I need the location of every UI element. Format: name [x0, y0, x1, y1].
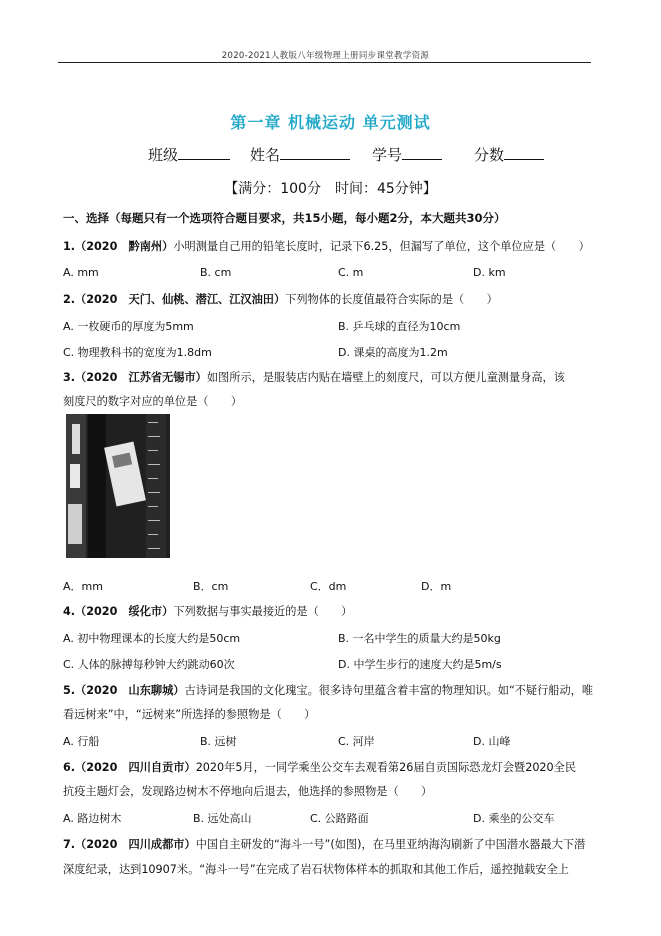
q6-option-d: D. 乘坐的公交车 — [473, 812, 555, 825]
question-7-continued: 深度纪录，达到10907米。“海斗一号”在完成了岩石状物体样本的抓取和其他工作后，遥控抛载安全上 — [63, 863, 569, 876]
question-text: 下列物体的长度值最符合实际的是（ ） — [285, 293, 498, 306]
question-7 — [63, 836, 585, 852]
q6-option-c: C. 公路路面 — [310, 812, 369, 825]
q1-option-d: D. km — [473, 266, 506, 279]
name-field — [250, 144, 350, 165]
q4-option-b: B. 一名中学生的质量大约是50kg — [338, 632, 501, 645]
q2-option-c: C. 物理教科书的宽度为1.8dm — [63, 346, 212, 359]
question-text: 下列数据与事实最接近的是（ ） — [173, 605, 353, 618]
student-id-field — [372, 144, 442, 165]
ruler-photo — [66, 414, 170, 558]
q6-option-b: B. 远处高山 — [193, 812, 252, 825]
q5-option-b: B. 远树 — [200, 735, 237, 748]
question-number: 7. — [63, 838, 76, 851]
question-number: 4. — [63, 605, 76, 618]
section-heading: 一、选择（每题只有一个选项符合题目要求，共15小题，每小题2分，本大题共30分） — [63, 211, 506, 225]
question-source: （2020 黔南州） — [75, 240, 174, 253]
question-text: 如图所示，是服装店内贴在墙壁上的刻度尺，可以方便儿童测量身高，该 — [206, 371, 565, 384]
q4-option-c: C. 人体的脉搏每秒钟大约跳动60次 — [63, 658, 235, 671]
question-source: （2020 四川成都市） — [75, 838, 196, 851]
score-field — [474, 144, 544, 165]
q4-option-d: D. 中学生步行的速度大约是5m/s — [338, 658, 502, 671]
q5-option-a: A. 行船 — [63, 735, 100, 748]
question-6 — [63, 759, 576, 775]
q5-option-c: C. 河岸 — [338, 735, 375, 748]
question-source: （2020 山东聊城） — [75, 684, 185, 697]
q4-option-a: A. 初中物理课本的长度大约是50cm — [63, 632, 241, 645]
question-number: 5. — [63, 684, 76, 697]
question-source: （2020 绥化市） — [75, 605, 174, 618]
q1-option-a: A. mm — [63, 266, 99, 279]
q2-option-a: A. 一枚硬币的厚度为5mm — [63, 320, 194, 333]
name-blank — [280, 145, 350, 160]
header-divider — [58, 62, 591, 63]
question-number: 1. — [63, 240, 76, 253]
question-text: 古诗词是我国的文化瑰宝。很多诗句里蕴含着丰富的物理知识。如“不疑行船动，唯 — [184, 684, 594, 697]
exam-meta: 【满分：100分 时间：45分钟】 — [224, 181, 437, 197]
class-label: 班级 — [148, 146, 179, 164]
question-number: 6. — [63, 761, 76, 774]
q2-option-b: B. 乒乓球的直径为10cm — [338, 320, 461, 333]
student-id-label: 学号 — [372, 146, 403, 164]
question-source: （2020 天门、仙桃、潜江、江汉油田） — [75, 293, 286, 306]
ruler-photo-image — [66, 414, 170, 558]
question-text: 小明测量自己用的铅笔长度时，记录下6.25，但漏写了单位，这个单位应是（ ） — [173, 240, 590, 253]
q5-option-d: D. 山峰 — [473, 735, 511, 748]
question-2 — [63, 291, 498, 307]
page-header: 2020-2021人教版八年级物理上册同步课堂教学资源 — [221, 51, 430, 61]
question-text: 中国自主研发的“海斗一号”(如图)，在马里亚纳海沟刷新了中国潜水器最大下潜 — [195, 838, 586, 851]
question-4 — [63, 603, 352, 619]
q3-option-d: D．m — [421, 580, 452, 593]
student-id-blank — [402, 145, 442, 160]
question-source: （2020 四川自贡市） — [75, 761, 196, 774]
q3-option-a: A．mm — [63, 580, 103, 593]
class-blank — [178, 145, 230, 160]
q2-option-d: D. 课桌的高度为1.2m — [338, 346, 448, 359]
document-title: 第一章 机械运动 单元测试 — [230, 113, 431, 132]
question-5-continued: 看远树来”中，“远树来”所选择的参照物是（ ） — [63, 708, 316, 721]
question-3 — [63, 369, 565, 385]
question-number: 3. — [63, 371, 76, 384]
class-field — [148, 144, 230, 165]
q1-option-b: B. cm — [200, 266, 232, 279]
question-source: （2020 江苏省无锡市） — [75, 371, 207, 384]
question-5 — [63, 682, 593, 698]
question-number: 2. — [63, 293, 76, 306]
name-label: 姓名 — [250, 146, 281, 164]
q6-option-a: A. 路边树木 — [63, 812, 122, 825]
question-text: 2020年5月，一同学乘坐公交车去观看第26届自贡国际恐龙灯会暨2020全民 — [195, 761, 577, 774]
score-blank — [504, 145, 544, 160]
question-3-continued: 刻度尺的数字对应的单位是（ ） — [63, 395, 243, 408]
q3-option-c: C．dm — [310, 580, 347, 593]
q1-option-c: C. m — [338, 266, 364, 279]
score-label: 分数 — [474, 146, 505, 164]
question-6-continued: 抗疫主题灯会，发现路边树木不停地向后退去，他选择的参照物是（ ） — [63, 785, 433, 798]
q3-option-b: B．cm — [193, 580, 229, 593]
question-1 — [63, 238, 590, 254]
